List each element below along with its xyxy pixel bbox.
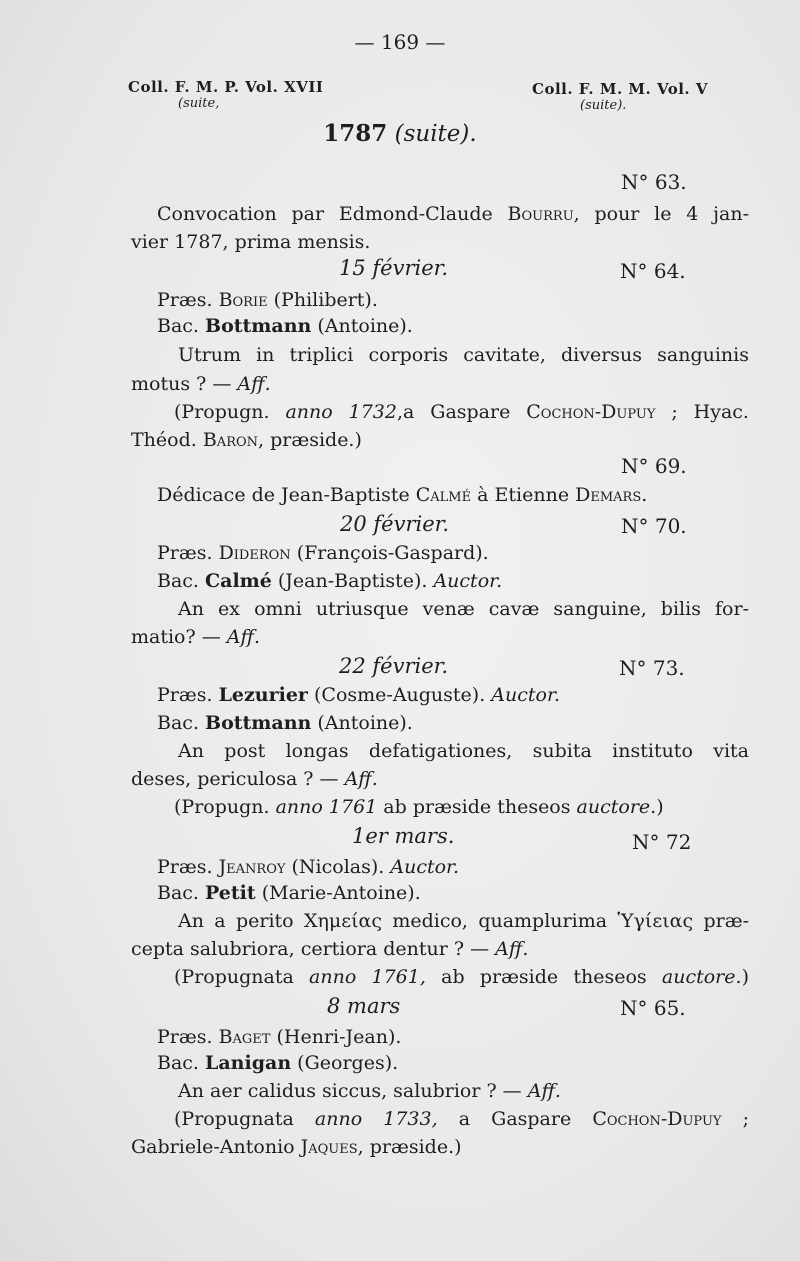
baccalaureus-line: Bac. Lanigan (Georges). <box>157 1052 399 1074</box>
affirmative: Aff. <box>344 768 378 790</box>
entry-number: N° 65. <box>620 996 686 1020</box>
person-name: Lezurier <box>218 684 308 706</box>
propugnata-line: (Propugn. anno 1761 ab præside theseos auctore.) <box>174 796 664 818</box>
entry-number: N° 64. <box>620 259 686 283</box>
thesis-question: Utrum in triplici corporis cavitate, diversus sanguinis <box>178 344 749 366</box>
entry-number: N° 63. <box>621 170 687 194</box>
collection-right-sub: (suite). <box>580 98 627 113</box>
praeses-line: Præs. Dideron (François-Gaspard). <box>157 542 489 564</box>
thesis-question: deses, periculosa ? — Aff. <box>131 768 378 790</box>
entry-date: 1er mars. <box>352 824 455 848</box>
entry-date: 15 février. <box>339 256 449 280</box>
person-name: Calmé <box>415 484 472 506</box>
entry-date: 20 février. <box>340 512 450 536</box>
person-name: Bottmann <box>205 315 312 337</box>
entry-date: 22 février. <box>339 654 449 678</box>
thesis-question: cepta salubriora, certiora dentur ? — Aff. <box>131 938 529 960</box>
praeses-line: Præs. Baget (Henri-Jean). <box>157 1026 402 1048</box>
entry-number: N° 73. <box>619 656 685 680</box>
entry-number: N° 70. <box>621 514 687 538</box>
person-name: Borie <box>218 289 268 311</box>
thesis-question: An aer calidus siccus, salubrior ? — Aff. <box>178 1080 561 1102</box>
collection-left-header: Coll. F. M. P. Vol. XVII <box>128 78 324 96</box>
year-number: 1787 <box>323 120 388 147</box>
person-name: Demars <box>575 484 642 506</box>
praeses-line: Præs. Jeanroy (Nicolas). Auctor. <box>157 856 460 878</box>
entry-number: N° 72 <box>632 830 692 854</box>
baccalaureus-line: Bac. Calmé (Jean-Baptiste). Auctor. <box>157 570 503 592</box>
dedicace-line: Dédicace de Jean-Baptiste Calmé à Etienne Demars. <box>157 484 648 506</box>
propugnata-line: Théod. Baron, præside.) <box>131 429 362 451</box>
person-name: Jaques <box>300 1136 358 1158</box>
entry-number: N° 69. <box>621 454 687 478</box>
year-heading <box>0 120 800 147</box>
entry-date: 8 mars <box>327 994 401 1018</box>
propugnata-line: (Propugnata anno 1733, a Gaspare Cochon-Dupuy ; <box>174 1108 749 1130</box>
propugnata-line: (Propugn. anno 1732,a Gaspare Cochon-Dupuy ; Hyac. <box>174 401 749 423</box>
thesis-question: An post longas defatigationes, subita instituto vita <box>178 740 749 762</box>
convocation-line: vier 1787, prima mensis. <box>131 231 371 253</box>
year-suite: (suite). <box>394 121 477 147</box>
thesis-question: An ex omni utriusque venæ cavæ sanguine, bilis for- <box>178 598 749 620</box>
affirmative: Aff. <box>495 938 529 960</box>
person-name: Dideron <box>218 542 291 564</box>
person-name: Cochon-Dupuy <box>592 1108 722 1130</box>
convocation-line: Convocation par Edmond-Claude Bourru, pour le 4 jan- <box>157 203 750 225</box>
person-name: Lanigan <box>205 1052 292 1074</box>
thesis-question: matio? — Aff. <box>131 626 260 648</box>
person-name: Bourru <box>507 203 574 225</box>
praeses-line: Præs. Lezurier (Cosme-Auguste). Auctor. <box>157 684 561 706</box>
praeses-line: Præs. Borie (Philibert). <box>157 289 378 311</box>
affirmative: Aff. <box>527 1080 561 1102</box>
collection-left-sub: (suite, <box>178 96 220 111</box>
baccalaureus-line: Bac. Bottmann (Antoine). <box>157 712 413 734</box>
person-name: Petit <box>205 882 256 904</box>
thesis-question: motus ? — Aff. <box>131 373 271 395</box>
person-name: Cochon-Dupuy <box>526 401 656 423</box>
affirmative: Aff. <box>237 373 271 395</box>
propugnata-line: Gabriele-Antonio Jaques, præside.) <box>131 1136 462 1158</box>
person-name: Bottmann <box>205 712 312 734</box>
page-number: — 169 — <box>354 30 446 54</box>
person-name: Calmé <box>205 570 272 592</box>
person-name: Jeanroy <box>218 856 286 878</box>
baccalaureus-line: Bac. Bottmann (Antoine). <box>157 315 413 337</box>
collection-right-header: Coll. F. M. M. Vol. V <box>532 80 709 98</box>
person-name: Baron <box>202 429 259 451</box>
thesis-question: An a perito Χημείας medico, quamplurima Ὑγίειας præ- <box>178 910 749 932</box>
affirmative: Aff. <box>226 626 260 648</box>
baccalaureus-line: Bac. Petit (Marie-Antoine). <box>157 882 421 904</box>
person-name: Baget <box>218 1026 271 1048</box>
propugnata-line: (Propugnata anno 1761, ab præside theseos auctore.) <box>174 966 749 988</box>
